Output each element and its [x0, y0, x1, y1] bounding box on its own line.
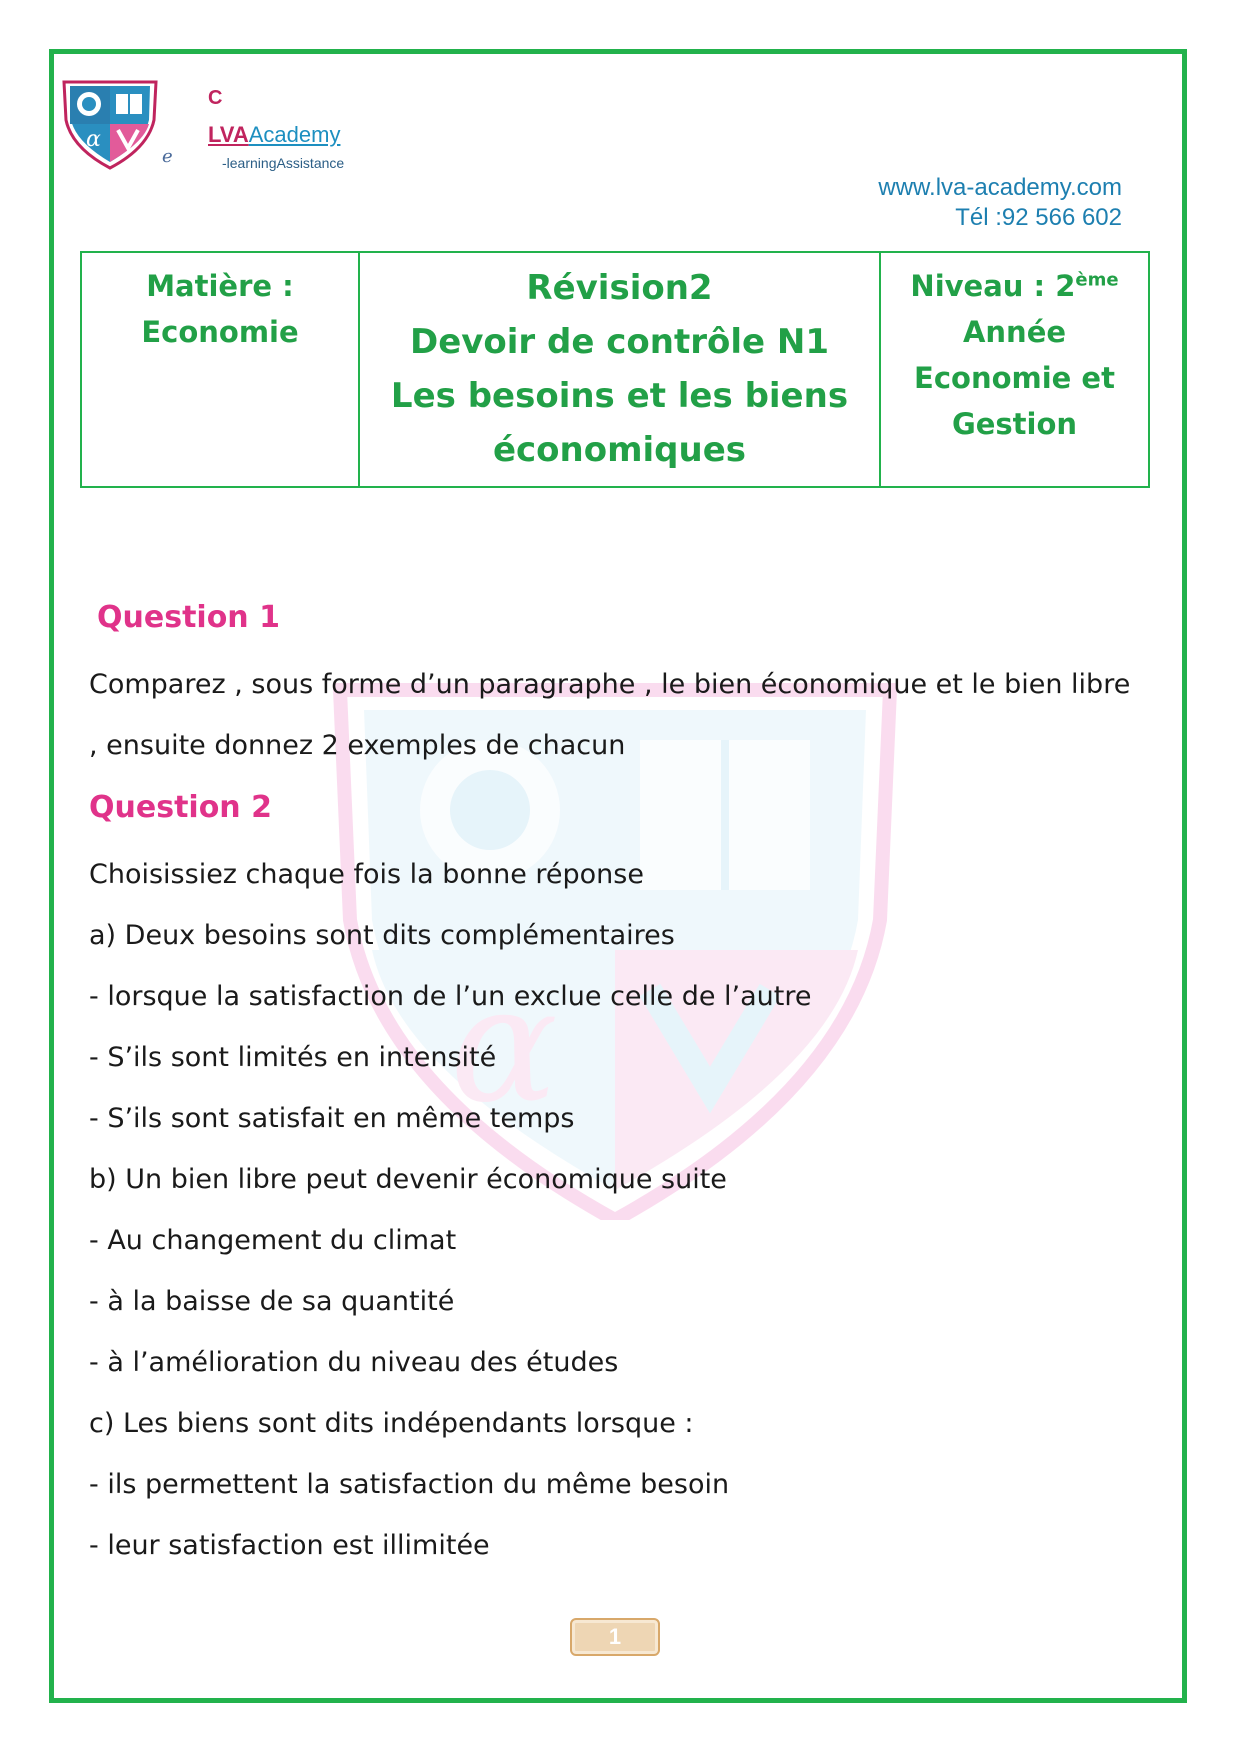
level-line-3: Economie et: [914, 361, 1115, 395]
brand-name: [208, 122, 340, 148]
svg-text:α: α: [86, 127, 101, 152]
level-line-2: Année: [962, 315, 1067, 349]
question-2-line-6: b) Un bien libre peut devenir économique suite: [89, 1164, 727, 1195]
question-1-title: Question 1: [97, 600, 280, 635]
logo-letter-e: e: [162, 146, 173, 167]
title-cell: [360, 253, 881, 486]
level-prefix: Niveau : 2: [910, 269, 1076, 303]
question-2-line-11: - ils permettent la satisfaction du même besoin: [89, 1469, 730, 1500]
brand-academy: Academy: [248, 122, 341, 147]
svg-text:α: α: [450, 951, 559, 1138]
subject-label: Matière :: [146, 269, 294, 303]
lva-academy-logo: [58, 78, 162, 170]
subject-cell: [82, 253, 360, 486]
title-line-2: Devoir de contrôle N1: [409, 322, 830, 362]
level-superscript: ème: [1075, 269, 1119, 291]
brand-letter: C: [208, 87, 223, 109]
question-2-line-3: - lorsque la satisfaction de l’un exclue celle de l’autre: [89, 981, 812, 1012]
title-line-1: Révision2: [526, 268, 713, 308]
header-table: [80, 251, 1150, 488]
question-2-line-4: - S’ils sont limités en intensité: [89, 1042, 497, 1073]
title-line-3: Les besoins et les biens: [390, 376, 849, 416]
question-2-line-10: c) Les biens sont dits indépendants lorsque :: [89, 1408, 694, 1439]
title-line-4: économiques: [492, 430, 747, 470]
contact-block: [878, 173, 1122, 233]
question-2-line-12: - leur satisfaction est illimitée: [89, 1530, 490, 1561]
question-2-line-1: Choisissiez chaque fois la bonne réponse: [89, 859, 644, 890]
page-number: 1: [570, 1618, 660, 1656]
phone-number: Tél :92 566 602: [955, 204, 1122, 231]
question-2-line-9: - à l’amélioration du niveau des études: [89, 1347, 619, 1378]
level-cell: [881, 253, 1148, 486]
level-line-1: [881, 263, 1148, 309]
subject-value: Economie: [141, 315, 299, 349]
question-2-line-7: - Au changement du climat: [89, 1225, 457, 1256]
question-2-line-8: - à la baisse de sa quantité: [89, 1286, 455, 1317]
level-line-4: Gestion: [951, 407, 1078, 441]
question-2-line-2: a) Deux besoins sont dits complémentaires: [89, 920, 675, 951]
brand-lva: LVA: [208, 122, 249, 147]
website-link[interactable]: www.lva-academy.com: [878, 174, 1122, 201]
question-1-line-1: Comparez , sous forme d’un paragraphe , le bien économique et le bien libre: [89, 669, 1131, 700]
question-2-title: Question 2: [89, 790, 272, 825]
question-1-line-2: , ensuite donnez 2 exemples de chacun: [89, 730, 626, 761]
question-2-line-5: - S’ils sont satisfait en même temps: [89, 1103, 575, 1134]
brand-tagline: -learningAssistance: [222, 155, 345, 171]
